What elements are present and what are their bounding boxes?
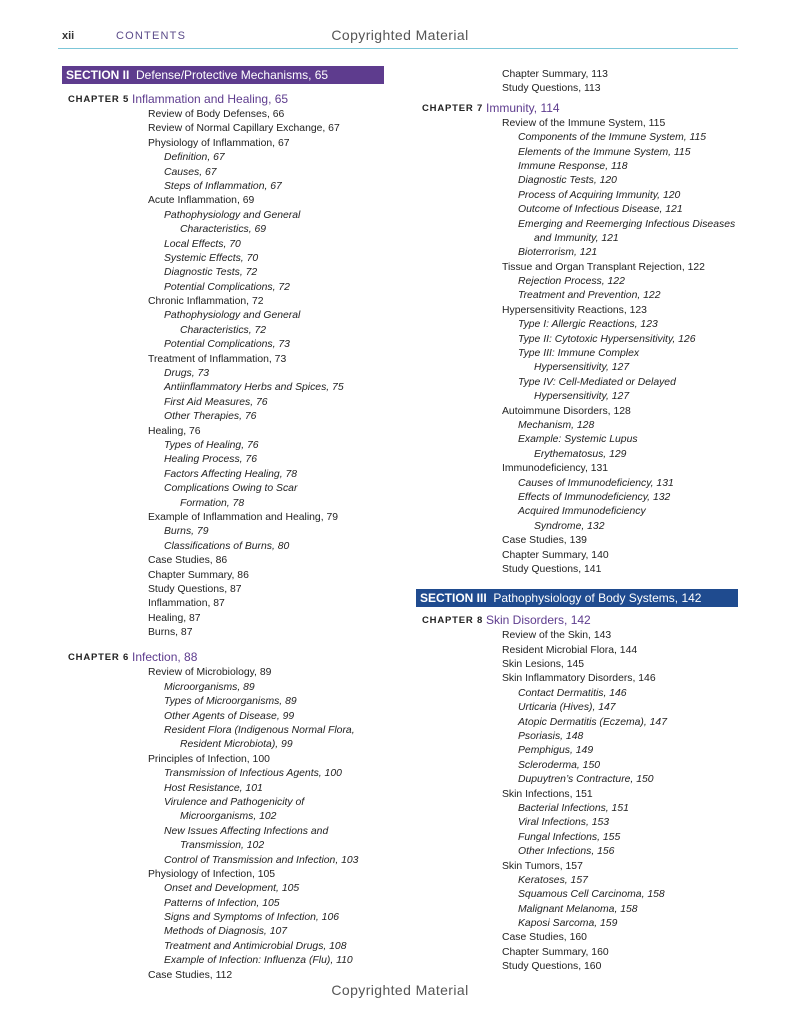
toc-entry[interactable]: Bacterial Infections, 151: [518, 802, 629, 814]
toc-entry[interactable]: Patterns of Infection, 105: [164, 897, 280, 909]
toc-entry[interactable]: New Issues Affecting Infections and: [164, 825, 329, 837]
right-column: [416, 68, 746, 975]
toc-entry[interactable]: Kaposi Sarcoma, 159: [518, 918, 618, 930]
toc-entry[interactable]: Hypersensitivity Reactions, 123: [502, 304, 647, 316]
toc-entry[interactable]: Characteristics, 69: [180, 224, 267, 236]
toc-entry[interactable]: Microorganisms, 89: [164, 681, 255, 693]
toc-entry[interactable]: Microorganisms, 102: [180, 811, 277, 823]
chapter-6-continued-entries: [416, 68, 746, 97]
toc-entry[interactable]: Rejection Process, 122: [518, 276, 625, 288]
section-ii-title: Defense/Protective Mechanisms, 65: [136, 68, 329, 82]
toc-entry[interactable]: Pathophysiology and General: [164, 209, 301, 221]
toc-entry[interactable]: Dupuytren’s Contracture, 150: [518, 774, 654, 786]
toc-entry[interactable]: Physiology of Inflammation, 67: [148, 137, 290, 149]
toc-entry[interactable]: Study Questions, 113: [502, 83, 601, 95]
toc-entry[interactable]: Virulence and Pathogenicity of: [164, 796, 305, 808]
toc-entry[interactable]: Mechanism, 128: [518, 419, 595, 431]
toc-entry[interactable]: Diagnostic Tests, 72: [164, 267, 258, 279]
toc-entry[interactable]: Onset and Development, 105: [164, 883, 300, 895]
toc-entry[interactable]: Local Effects, 70: [164, 238, 241, 250]
chapter-8-label: CHAPTER 8: [422, 615, 484, 627]
toc-entry[interactable]: Study Questions, 141: [502, 563, 602, 575]
section-ii-banner: [62, 66, 384, 84]
chapter-7-entries: [416, 117, 746, 578]
toc-entry[interactable]: Other Infections, 156: [518, 846, 615, 858]
toc-entry[interactable]: Physiology of Infection, 105: [148, 868, 276, 880]
toc-entry[interactable]: Treatment and Prevention, 122: [518, 290, 661, 302]
toc-entry[interactable]: Formation, 78: [180, 497, 245, 509]
header-rule: [58, 48, 738, 49]
toc-entry[interactable]: Fungal Infections, 155: [518, 831, 621, 843]
toc-entry[interactable]: Host Resistance, 101: [164, 782, 263, 794]
toc-entry[interactable]: Chapter Summary, 140: [502, 549, 609, 561]
toc-entry[interactable]: Burns, 87: [148, 627, 193, 639]
toc-entry[interactable]: Types of Microorganisms, 89: [164, 696, 297, 708]
toc-entry[interactable]: Control of Transmission and Infection, 103: [164, 854, 359, 866]
toc-entry[interactable]: Type II: Cytotoxic Hypersensitivity, 126: [518, 333, 696, 345]
toc-entry[interactable]: Resident Microbial Flora, 144: [502, 644, 638, 656]
running-title: CONTENTS: [116, 30, 187, 42]
toc-entry[interactable]: Example: Systemic Lupus: [518, 434, 638, 446]
toc-entry[interactable]: Transmission, 102: [180, 840, 265, 852]
toc-entry[interactable]: Classifications of Burns, 80: [164, 540, 290, 552]
toc-entry[interactable]: Elements of the Immune System, 115: [518, 146, 691, 158]
toc-entry[interactable]: Chronic Inflammation, 72: [148, 296, 264, 308]
toc-entry[interactable]: Immune Response, 118: [518, 160, 628, 172]
header-watermark: Copyrighted Material: [331, 27, 469, 43]
chapter-7-label: CHAPTER 7: [422, 102, 484, 114]
toc-entry[interactable]: Hypersensitivity, 127: [534, 391, 630, 403]
toc-entry[interactable]: Steps of Inflammation, 67: [164, 180, 282, 192]
toc-entry[interactable]: Emerging and Reemerging Infectious Diseases: [518, 218, 736, 230]
toc-entry[interactable]: Study Questions, 87: [148, 583, 242, 595]
toc-entry[interactable]: Process of Acquiring Immunity, 120: [518, 189, 681, 201]
toc-entry[interactable]: Hypersensitivity, 127: [534, 362, 630, 374]
toc-entry[interactable]: Contact Dermatitis, 146: [518, 687, 627, 699]
toc-entry[interactable]: Principles of Infection, 100: [148, 753, 270, 765]
toc-entry[interactable]: Causes of Immunodeficiency, 131: [518, 477, 674, 489]
toc-entry[interactable]: Type I: Allergic Reactions, 123: [518, 319, 658, 331]
toc-entry[interactable]: Autoimmune Disorders, 128: [502, 405, 631, 417]
toc-entry[interactable]: Definition, 67: [164, 152, 225, 164]
toc-entry[interactable]: Treatment and Antimicrobial Drugs, 108: [164, 940, 347, 952]
toc-entry[interactable]: Type IV: Cell-Mediated or Delayed: [518, 376, 676, 388]
toc-entry[interactable]: Resident Flora (Indigenous Normal Flora,: [164, 725, 355, 737]
toc-entry[interactable]: First Aid Measures, 76: [164, 396, 268, 408]
toc-entry[interactable]: Immunodeficiency, 131: [502, 463, 609, 475]
toc-entry[interactable]: Pemphigus, 149: [518, 745, 594, 757]
toc-entry[interactable]: Complications Owing to Scar: [164, 483, 298, 495]
toc-entry[interactable]: Study Questions, 160: [502, 961, 602, 973]
toc-entry[interactable]: and Immunity, 121: [534, 232, 619, 244]
chapter-7-title[interactable]: Immunity, 114: [486, 100, 560, 115]
toc-entry[interactable]: Skin Infections, 151: [502, 788, 593, 800]
toc-entry[interactable]: Erythematosus, 129: [534, 448, 627, 460]
toc-entry[interactable]: Chapter Summary, 160: [502, 946, 609, 958]
toc-entry[interactable]: Potential Complications, 72: [164, 281, 290, 293]
toc-entry[interactable]: Tissue and Organ Transplant Rejection, 122: [502, 261, 705, 273]
toc-entry[interactable]: Components of the Immune System, 115: [518, 132, 707, 144]
toc-entry[interactable]: Psoriasis, 148: [518, 731, 584, 743]
toc-entry[interactable]: Treatment of Inflammation, 73: [148, 353, 287, 365]
toc-entry[interactable]: Example of Inflammation and Healing, 79: [148, 511, 339, 523]
chapter-5-title[interactable]: Inflammation and Healing, 65: [132, 92, 289, 106]
toc-entry[interactable]: Chapter Summary, 86: [148, 569, 249, 581]
toc-entry[interactable]: Antiinflammatory Herbs and Spices, 75: [164, 382, 344, 394]
toc-entry[interactable]: Potential Complications, 73: [164, 339, 290, 351]
toc-entry[interactable]: Skin Lesions, 145: [502, 659, 585, 671]
toc-entry[interactable]: Drugs, 73: [164, 368, 210, 380]
toc-entry[interactable]: Diagnostic Tests, 120: [518, 175, 617, 187]
chapter-7-heading[interactable]: [416, 101, 746, 117]
toc-entry[interactable]: Skin Tumors, 157: [502, 860, 583, 872]
toc-entry[interactable]: Type III: Immune Complex: [518, 348, 640, 360]
toc-entry[interactable]: Transmission of Infectious Agents, 100: [164, 768, 342, 780]
toc-entry[interactable]: Healing, 87: [148, 612, 201, 624]
toc-entry[interactable]: Skin Inflammatory Disorders, 146: [502, 673, 656, 685]
toc-entry[interactable]: Squamous Cell Carcinoma, 158: [518, 889, 665, 901]
toc-entry[interactable]: Case Studies, 160: [502, 932, 587, 944]
section-iii-label: SECTION III: [420, 591, 487, 606]
toc-entry[interactable]: Systemic Effects, 70: [164, 252, 259, 264]
chapter-5-label: CHAPTER 5: [68, 94, 130, 105]
chapter-5-entries: [62, 108, 392, 640]
toc-entry[interactable]: Other Therapies, 76: [164, 411, 257, 423]
section-iii-title: Pathophysiology of Body Systems, 142: [493, 591, 702, 606]
chapter-6-entries: [62, 666, 392, 983]
toc-entry[interactable]: Inflammation, 87: [148, 598, 225, 610]
toc-entry[interactable]: Review of the Skin, 143: [502, 630, 612, 642]
footer-watermark: Copyrighted Material: [331, 982, 469, 998]
toc-entry[interactable]: Methods of Diagnosis, 107: [164, 926, 288, 938]
chapter-5-heading[interactable]: [62, 92, 392, 108]
toc-entry[interactable]: Types of Healing, 76: [164, 439, 259, 451]
toc-entry[interactable]: Keratoses, 157: [518, 874, 588, 886]
toc-entry[interactable]: Acquired Immunodeficiency: [518, 506, 646, 518]
chapter-6-heading[interactable]: [62, 650, 392, 666]
toc-entry[interactable]: Scleroderma, 150: [518, 759, 601, 771]
toc-entry[interactable]: Other Agents of Disease, 99: [164, 710, 295, 722]
toc-entry[interactable]: Signs and Symptoms of Infection, 106: [164, 912, 340, 924]
toc-entry[interactable]: Healing, 76: [148, 425, 201, 437]
toc-entry[interactable]: Effects of Immunodeficiency, 132: [518, 491, 671, 503]
toc-entry[interactable]: Bioterrorism, 121: [518, 247, 598, 259]
toc-entry[interactable]: Review of Body Defenses, 66: [148, 109, 285, 120]
toc-entry[interactable]: Causes, 67: [164, 166, 217, 178]
toc-entry[interactable]: Healing Process, 76: [164, 454, 257, 466]
toc-entry[interactable]: Urticaria (Hives), 147: [518, 702, 616, 714]
toc-entry[interactable]: Chapter Summary, 113: [502, 69, 608, 80]
left-column: [62, 66, 392, 983]
toc-entry[interactable]: Pathophysiology and General: [164, 310, 301, 322]
toc-entry[interactable]: Factors Affecting Healing, 78: [164, 468, 298, 480]
toc-entry[interactable]: Resident Microbiota), 99: [180, 739, 293, 751]
toc-entry[interactable]: Review of Microbiology, 89: [148, 667, 272, 679]
toc-entry[interactable]: Case Studies, 86: [148, 555, 228, 567]
toc-entry[interactable]: Example of Infection: Influenza (Flu), 110: [164, 955, 353, 967]
toc-entry[interactable]: Case Studies, 112: [148, 969, 233, 981]
toc-entry[interactable]: Acute Inflammation, 69: [148, 195, 255, 207]
section-iii-banner: [416, 589, 738, 607]
toc-entry[interactable]: Outcome of Infectious Disease, 121: [518, 204, 683, 216]
toc-entry[interactable]: Review of the Immune System, 115: [502, 117, 666, 129]
toc-entry[interactable]: Burns, 79: [164, 526, 209, 538]
toc-entry[interactable]: Atopic Dermatitis (Eczema), 147: [518, 716, 667, 728]
toc-entry[interactable]: Syndrome, 132: [534, 520, 605, 532]
toc-entry[interactable]: Malignant Melanoma, 158: [518, 903, 638, 915]
chapter-8-title[interactable]: Skin Disorders, 142: [486, 613, 591, 628]
toc-entry[interactable]: Case Studies, 139: [502, 535, 587, 547]
toc-entry[interactable]: Review of Normal Capillary Exchange, 67: [148, 123, 340, 135]
page-number: xii: [62, 30, 75, 42]
section-ii-label: SECTION II: [66, 68, 130, 82]
chapter-8-entries: [416, 629, 746, 974]
chapter-6-label: CHAPTER 6: [68, 652, 130, 664]
toc-entry[interactable]: Characteristics, 72: [180, 324, 267, 336]
toc-entry[interactable]: Viral Infections, 153: [518, 817, 610, 829]
chapter-6-title[interactable]: Infection, 88: [132, 650, 198, 665]
chapter-8-heading[interactable]: [416, 613, 746, 629]
